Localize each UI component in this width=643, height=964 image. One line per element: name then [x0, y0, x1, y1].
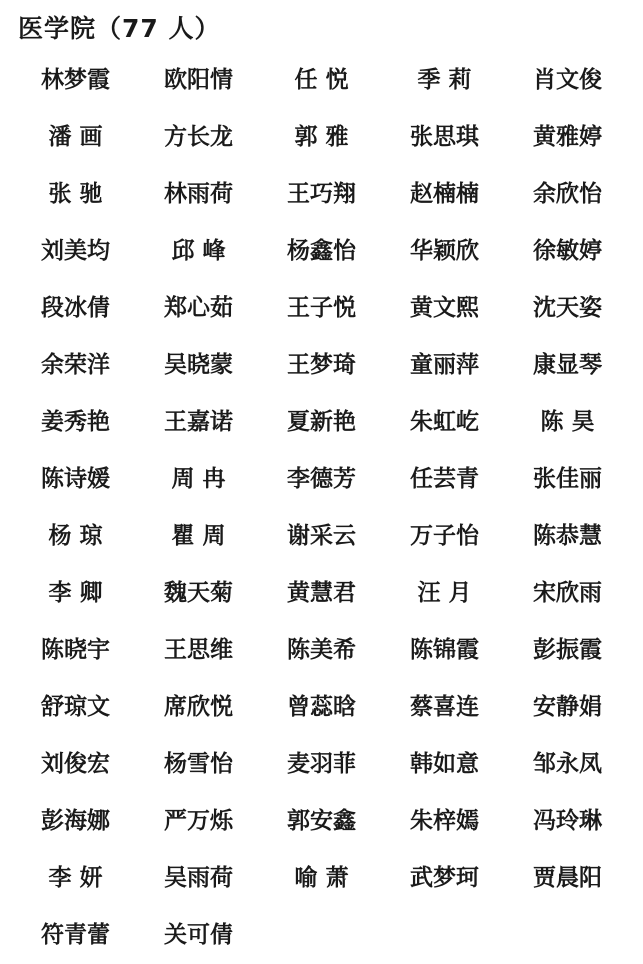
name-cell: 魏天菊	[164, 579, 233, 606]
name-cell: 肖文俊	[533, 66, 602, 93]
name-cell: 华颖欣	[410, 237, 479, 264]
name-cell: 吴晓蒙	[164, 351, 233, 378]
name-cell: 余荣洋	[41, 351, 110, 378]
name-cell: 黄雅婷	[533, 123, 602, 150]
name-cell: 林梦霞	[41, 66, 110, 93]
name-cell: 王梦琦	[287, 351, 356, 378]
name-cell: 王子悦	[287, 294, 356, 321]
name-cell: 麦羽菲	[287, 750, 356, 777]
name-cell: 李妍	[48, 864, 111, 891]
name-cell: 张驰	[48, 180, 111, 207]
name-cell: 汪月	[417, 579, 480, 606]
name-cell: 季莉	[417, 66, 480, 93]
name-cell: 安静娟	[533, 693, 602, 720]
name-cell: 陈昊	[540, 408, 603, 435]
name-cell: 王思维	[164, 636, 233, 663]
name-cell: 赵楠楠	[410, 180, 479, 207]
name-cell: 席欣悦	[164, 693, 233, 720]
name-cell: 冯玲琳	[533, 807, 602, 834]
name-cell: 关可倩	[164, 921, 233, 948]
name-cell: 方长龙	[164, 123, 233, 150]
name-cell: 徐敏婷	[533, 237, 602, 264]
name-cell: 瞿周	[171, 522, 234, 549]
name-cell: 郭安鑫	[287, 807, 356, 834]
name-cell: 邹永凤	[533, 750, 602, 777]
name-cell: 任芸青	[410, 465, 479, 492]
name-cell: 潘画	[48, 123, 111, 150]
name-cell: 段冰倩	[41, 294, 110, 321]
name-cell: 杨雪怡	[164, 750, 233, 777]
name-cell: 陈恭慧	[533, 522, 602, 549]
name-cell: 邱峰	[171, 237, 234, 264]
name-cell: 武梦珂	[410, 864, 479, 891]
name-cell: 严万烁	[164, 807, 233, 834]
name-cell: 蔡喜连	[410, 693, 479, 720]
name-cell: 黄文熙	[410, 294, 479, 321]
name-cell: 任悦	[294, 66, 357, 93]
name-cell: 童丽萍	[410, 351, 479, 378]
name-cell: 彭海娜	[41, 807, 110, 834]
name-cell: 余欣怡	[533, 180, 602, 207]
name-cell: 吴雨荷	[164, 864, 233, 891]
name-cell: 李卿	[48, 579, 111, 606]
name-cell: 喻萧	[294, 864, 357, 891]
name-cell: 姜秀艳	[41, 408, 110, 435]
name-cell: 夏新艳	[287, 408, 356, 435]
name-cell: 李德芳	[287, 465, 356, 492]
name-cell: 舒琼文	[41, 693, 110, 720]
name-cell: 杨鑫怡	[287, 237, 356, 264]
name-cell: 沈天姿	[533, 294, 602, 321]
name-cell: 张佳丽	[533, 465, 602, 492]
name-cell: 万子怡	[410, 522, 479, 549]
name-cell: 王嘉诺	[164, 408, 233, 435]
name-cell: 谢采云	[287, 522, 356, 549]
name-cell: 陈诗媛	[41, 465, 110, 492]
name-cell: 康显琴	[533, 351, 602, 378]
name-cell: 彭振霞	[533, 636, 602, 663]
name-grid	[14, 52, 629, 964]
name-cell: 郑心茹	[164, 294, 233, 321]
name-cell: 黄慧君	[287, 579, 356, 606]
name-cell: 陈美希	[287, 636, 356, 663]
name-cell: 刘俊宏	[41, 750, 110, 777]
name-cell: 曾蕊晗	[287, 693, 356, 720]
name-cell: 郭雅	[294, 123, 357, 150]
name-cell: 欧阳情	[164, 66, 233, 93]
name-cell: 朱虹屹	[410, 408, 479, 435]
page-title: 医学院（77 人）	[18, 14, 221, 43]
name-cell: 朱梓嫣	[410, 807, 479, 834]
name-cell: 张思琪	[410, 123, 479, 150]
name-cell: 周冉	[171, 465, 234, 492]
name-cell: 宋欣雨	[533, 579, 602, 606]
name-cell: 王巧翔	[287, 180, 356, 207]
name-cell: 刘美均	[41, 237, 110, 264]
name-cell: 陈锦霞	[410, 636, 479, 663]
name-cell: 贾晨阳	[533, 864, 602, 891]
name-cell: 符青蕾	[41, 921, 110, 948]
name-cell: 陈晓宇	[41, 636, 110, 663]
name-cell: 杨琼	[48, 522, 111, 549]
name-cell: 林雨荷	[164, 180, 233, 207]
name-cell: 韩如意	[410, 750, 479, 777]
